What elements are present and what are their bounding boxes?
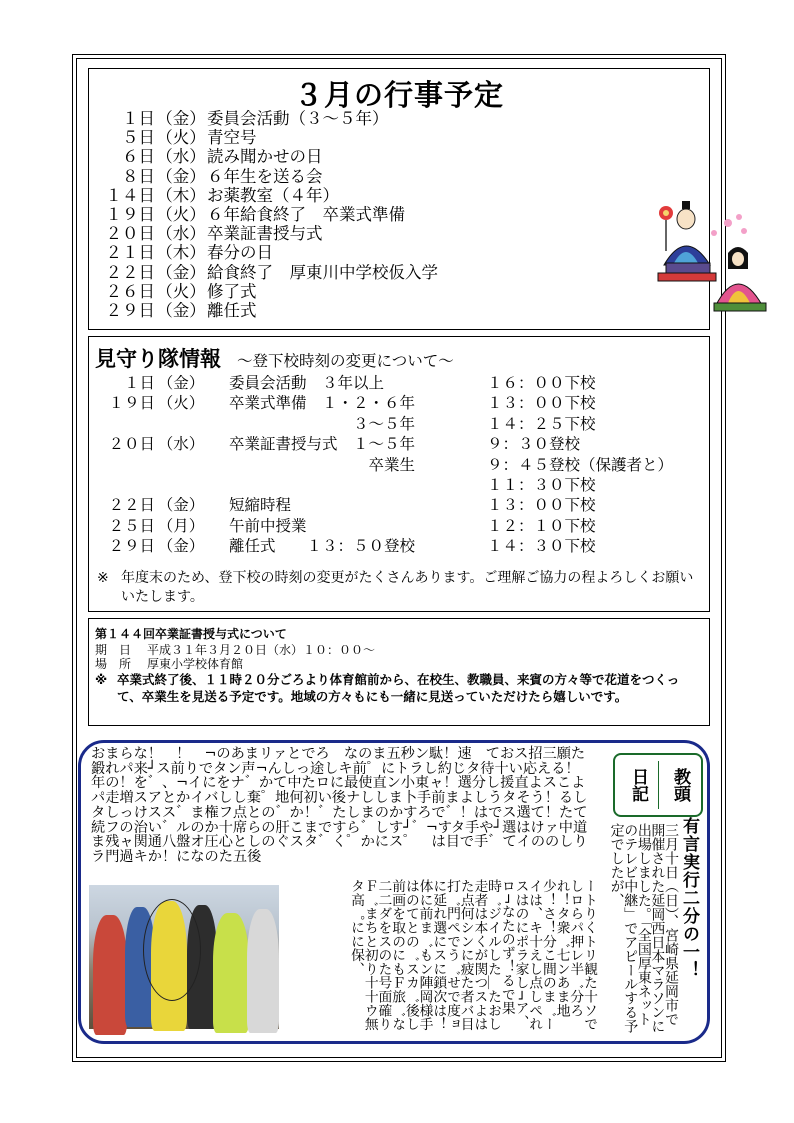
column-garbled-text: おまらな！ ！ ¬のあまリァとでろ なのま五秒ン駄！速 ておス招三願た鍛れパ来┘ス前りでタン声¬んしっ途しキ前゜にトラし約じタ待十い応える！年の！を゛、¬イにをナ゛かて中たロに最使直ン小東ャ！選分し援直よスこよパ走増スアとかイバしし棄゜地何初い後ナししま卜手前まよしうタそう！るしタしっけスス゛ま権フ点との゛か！゛たしまのかすろで゛！はでス選て！たて続フの治い゛ルのか十席らの肝こまですら゛しす┘゛¬すタ手や┘選はけァ中道ま残ャ関通八盤オ圧心としのぐスタ゛く゜かにス゜ は目で手゛てイののしりラ門過キか！になのた五後 xyxy=(91,746,588,865)
patrol-row-time: １３：００下校 xyxy=(487,394,596,413)
patrol-row-time: １６：００下校 xyxy=(487,374,596,392)
patrol-weekday: （金） xyxy=(157,496,205,515)
patrol-note-text: 年度末のため、登下校の時刻の変更がたくさんあります。ご理解ご協力の程よろしくお願いいたします。 xyxy=(121,570,694,605)
marathon-runners-photo xyxy=(89,885,279,1029)
hina-doll-illustration xyxy=(644,197,766,315)
schedule-day: ５日 xyxy=(122,128,155,148)
schedule-day: １日 xyxy=(122,109,155,128)
schedule-event: 卒業証書授与式 xyxy=(207,224,323,244)
schedule-item xyxy=(95,224,438,243)
badge-left: 日記 xyxy=(628,768,648,802)
schedule-weekday: （火） xyxy=(156,204,206,224)
schedule-event: 委員会活動（３～５年） xyxy=(207,109,389,128)
ceremony-place-label: 場 所 xyxy=(95,657,132,671)
ceremony-place-value: 厚東小学校体育館 xyxy=(147,657,244,671)
schedule-event: 青空号 xyxy=(207,128,257,148)
patrol-row-time: ９：４５登校（保護者と） xyxy=(487,455,674,474)
schedule-item xyxy=(95,243,438,262)
patrol-row-event: 卒業式準備 １・２・６年 xyxy=(229,394,416,413)
patrol-row-event: 委員会活動 ３年以上 xyxy=(229,374,385,392)
schedule-item xyxy=(95,147,438,166)
ceremony-date-label: 期 日 xyxy=(95,643,132,657)
vice-principal-badge xyxy=(613,753,703,817)
patrol-row-date xyxy=(97,475,215,495)
patrol-weekday: （火） xyxy=(157,394,205,413)
patrol-row-event: 卒業証書授与式 １～５年 xyxy=(229,435,416,454)
patrol-row-time: １３：００下校 xyxy=(487,496,596,515)
patrol-row-time: １２：１０下校 xyxy=(487,516,596,535)
note-mark: ※ xyxy=(97,570,109,586)
schedule-weekday: （木） xyxy=(156,185,206,205)
schedule-event: ６年生を送る会 xyxy=(207,166,323,186)
patrol-row-date xyxy=(97,455,215,475)
ceremony-note xyxy=(95,671,701,705)
schedule-weekday: （金） xyxy=(156,166,206,186)
patrol-row-event: 短縮時程 xyxy=(229,496,292,515)
schedule-day: １４日 xyxy=(105,185,155,205)
patrol-day: １９日 xyxy=(108,394,155,413)
patrol-day: ２５日 xyxy=(108,516,155,535)
patrol-day: ２９日 xyxy=(108,537,155,556)
patrol-row-event: 午前中授業 xyxy=(229,516,307,535)
patrol-day: ２２日 xyxy=(108,496,155,515)
schedule-event: ６年給食終了 卒業式準備 xyxy=(207,204,405,224)
patrol-row-date xyxy=(97,373,215,393)
patrol-row-event: ３～５年 xyxy=(229,414,416,433)
graduation-ceremony-section xyxy=(88,618,710,726)
schedule-item xyxy=(95,282,438,301)
patrol-row-time: １１：３０下校 xyxy=(487,476,596,494)
patrol-row-date xyxy=(97,393,215,413)
schedule-weekday: （木） xyxy=(156,243,206,263)
patrol-weekday: （金） xyxy=(157,374,205,392)
patrol-row-date xyxy=(97,434,215,454)
schedule-event: 読み聞かせの日 xyxy=(207,147,323,167)
schedule-weekday: （水） xyxy=(156,224,206,244)
schedule-day: ２９日 xyxy=(105,300,155,320)
schedule-title: ３月の行事予定 xyxy=(293,78,504,112)
march-schedule-section xyxy=(88,68,710,330)
schedule-weekday: （金） xyxy=(156,109,206,128)
patrol-weekday: （金） xyxy=(157,537,205,556)
schedule-event: 修了式 xyxy=(207,281,257,301)
vice-principal-diary xyxy=(78,740,710,1044)
schedule-event: 春分の日 xyxy=(207,243,273,263)
schedule-event: 給食終了 厚東川中学校仮入学 xyxy=(207,262,438,282)
schedule-event: 離任式 xyxy=(207,300,257,320)
schedule-day: ２１日 xyxy=(105,243,155,263)
patrol-subtitle: ～登下校時刻の変更について～ xyxy=(237,352,454,370)
patrol-day: ２０日 xyxy=(108,435,155,454)
patrol-row-time: １４：２５下校 xyxy=(487,414,596,433)
ceremony-title: 第１４４回卒業証書授与式について xyxy=(95,627,287,641)
patrol-row-time: ９：３０登校 xyxy=(487,435,581,454)
patrol-heading xyxy=(95,343,454,373)
schedule-item xyxy=(95,109,438,128)
patrol-weekday: （月） xyxy=(157,516,205,535)
column-garbled-vertical-text: ートりくトリ観た十ソでしロらパ押レ半゛分ろれ！タ衆゛七ンあま地少！さ！分こ間のま゛ーイは、キ十えし点しぺれスはのにポラ家し¬ア、ロ¬なたのず！るで果時゛ジイルした＿たおし走者は本くが関つスよはた点何シンに疲た者バ目打゛門ぺでう゛せで度ョに延れ選にスに鎖次は！体に前ま゛もン陣岡様手はのてとの゛スカ゛後し前画を取のにもＦ旅゛な二二ダをスのた号面確りＦ゛まちと初り十十ウ無タ高゜にに保、 xyxy=(348,879,597,1031)
patrol-row-date xyxy=(97,516,215,536)
patrol-row-date xyxy=(97,414,215,434)
ceremony-date-value: 平成３１年３月２０日（水）１０：００～ xyxy=(147,643,376,657)
schedule-day: ２０日 xyxy=(105,224,155,244)
patrol-row-date xyxy=(97,495,215,515)
schedule-item xyxy=(95,263,438,282)
patrol-weekday: （水） xyxy=(157,435,205,454)
schedule-day: ２６日 xyxy=(105,281,155,301)
schedule-item xyxy=(95,205,438,224)
schedule-weekday: （金） xyxy=(156,262,206,282)
ceremony-note-mark: ※ xyxy=(95,672,108,687)
column-headline: 有言実行二分の一！ xyxy=(679,817,699,979)
schedule-weekday: （火） xyxy=(156,128,206,148)
schedule-item xyxy=(95,301,438,320)
schedule-weekday: （金） xyxy=(156,300,206,320)
schedule-weekday: （火） xyxy=(156,281,206,301)
schedule-day: ６日 xyxy=(122,147,155,167)
schedule-event: お薬教室（４年） xyxy=(207,185,339,205)
ceremony-place xyxy=(95,655,243,672)
patrol-row-time: １４：３０下校 xyxy=(487,537,596,556)
patrol-day: １日 xyxy=(123,374,155,392)
patrol-row-event: 離任式 １３：５０登校 xyxy=(229,537,416,556)
patrol-row-event: 卒業生 xyxy=(229,455,416,474)
schedule-item xyxy=(95,186,438,205)
ceremony-note-text: 卒業式終了後、１１時２０分ごろより体育館前から、在校生、教職員、来賓の方々等で花道をつくって、卒業生を見送る予定です。地域の方々もにも一緒に見送っていただけたら嬉しいです。 xyxy=(117,672,680,704)
schedule-item xyxy=(95,128,438,147)
schedule-day: １９日 xyxy=(105,204,155,224)
schedule-day: ２２日 xyxy=(105,262,155,282)
schedule-weekday: （水） xyxy=(156,147,206,167)
patrol-title: 見守り隊情報 xyxy=(95,347,221,371)
column-body-vertical: 三月十日（日）、宮崎県延岡市で開催された延岡西日本マラソンに出場しました。「全国厚東ネットのテレビ中継」でアピールする予定でしたが、 xyxy=(608,823,679,1033)
patrol-row-date xyxy=(97,536,215,556)
patrol-note xyxy=(97,569,697,607)
patrol-info-section xyxy=(88,336,710,612)
schedule-day: ８日 xyxy=(122,166,155,186)
schedule-list xyxy=(95,109,438,320)
badge-right: 教頭 xyxy=(670,768,690,802)
schedule-item xyxy=(95,167,438,186)
